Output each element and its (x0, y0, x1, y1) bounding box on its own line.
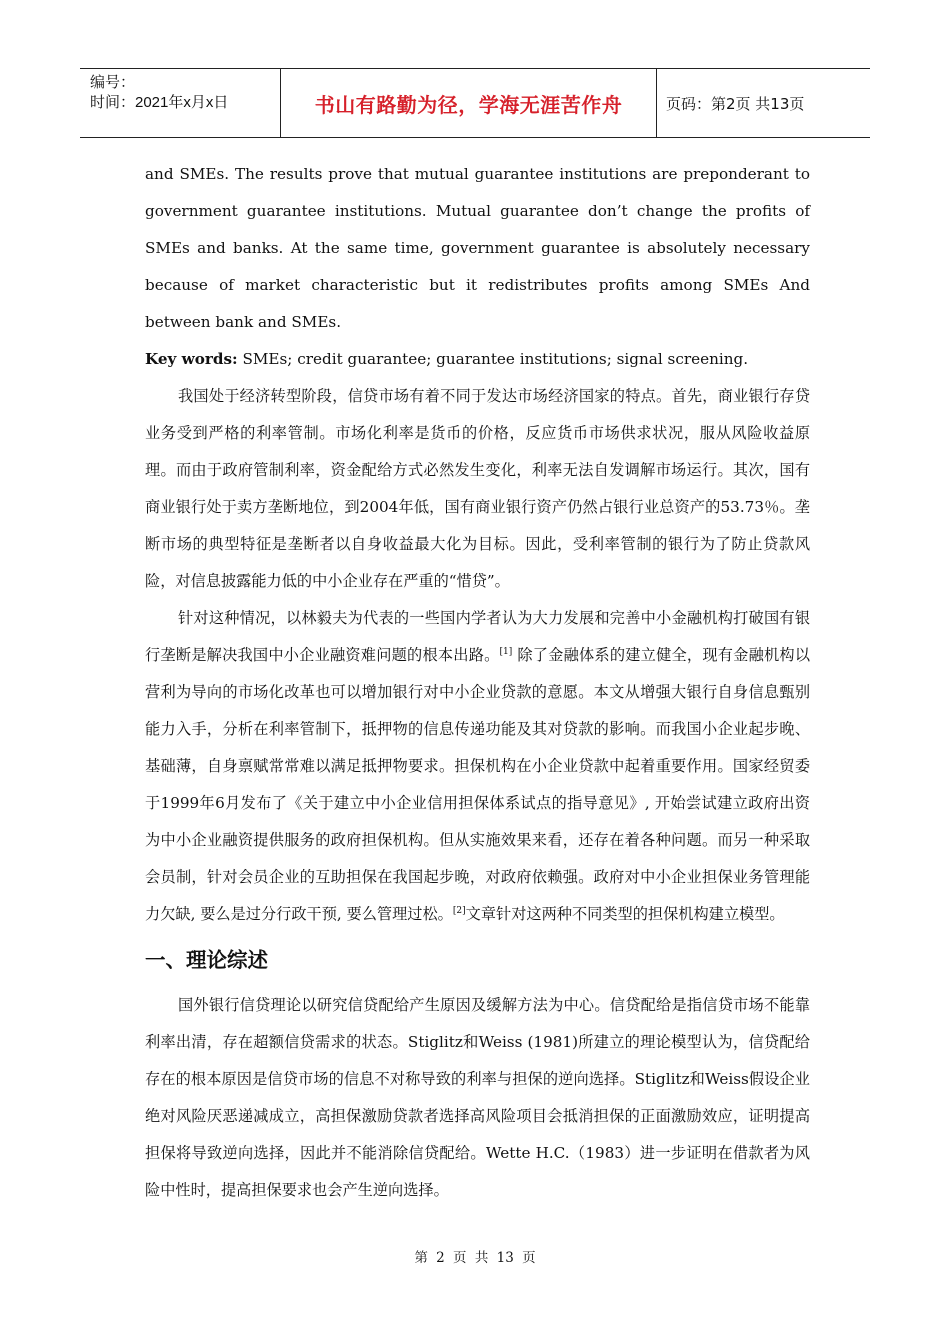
keywords-label: Key words: (145, 350, 238, 368)
citation-2: [2] (452, 906, 466, 916)
paragraph-2-part1: 针对这种情况，以林毅夫为代表的一些国内学者认为大力发展和完善中小金融机构打破国有银行垄断是解决我国中小企业融资难问题的根本出路。 (145, 609, 810, 664)
paragraph-3: 国外银行信贷理论以研究信贷配给产生原因及缓解方法为中心。信贷配给是指信贷市场不能靠利率出清，存在超额信贷需求的状态。Stiglitz和Weiss (1981)所建立的理论模型认为，信贷配给存在的根本原因是信贷市场的信息不对称导致的利率与担保的逆向选择。Stiglitz和Weiss假设企业绝对风险厌恶递减成立，高担保激励贷款者选择高风险项目会抵消担保的正面激励效应，证明提高担保将导致逆向选择，因此并不能消除信贷配给。Wette H.C.（1983）进一步证明在借款者为风险中性时，提高担保要求也会产生逆向选择。 (145, 996, 810, 1199)
keywords-text: SMEs; credit guarantee; guarantee institutions; signal screening. (237, 350, 749, 368)
abstract-tail: and SMEs. The results prove that mutual guarantee institutions are preponderant to government guarantee institutions. Mutual guarantee don’t change the profits of SMEs and banks. At the same time, government guarantee is absolutely necessary because of market characteristic but it redistributes profits among SMEs And between bank and SMEs. (145, 165, 810, 331)
paragraph-2-part3: 文章针对这两种不同类型的担保机构建立模型。 (465, 905, 785, 923)
keywords-line (145, 341, 810, 378)
time-label: 时间：2021年x月x日 (90, 94, 229, 111)
paragraph-2 (145, 600, 810, 933)
citation-1: [1] (499, 647, 513, 657)
document-body (145, 156, 810, 1209)
header-page-cell (656, 69, 870, 137)
section-heading: 一、理论综述 (145, 948, 268, 972)
document-header (80, 68, 870, 138)
header-meta (80, 69, 280, 137)
paragraph-1: 我国处于经济转型阶段，信贷市场有着不同于发达市场经济国家的特点。首先，商业银行存贷业务受到严格的利率管制。市场化利率是货币的价格，反应货币市场供求状况，服从风险收益原理。而由于政府管制利率，资金配给方式必然发生变化，利率无法自发调解市场运行。其次，国有商业银行处于卖方垄断地位，到2004年低，国有商业银行资产仍然占银行业总资产的53.73％。垄断市场的典型特征是垄断者以自身收益最大化为目标。因此，受利率管制的银行为了防止贷款风险，对信息披露能力低的中小企业存在严重的“惜贷”。 (145, 387, 810, 590)
code-label: 编号： (90, 74, 136, 91)
header-page-info: 页码：第2页 共13页 (666, 94, 805, 113)
paragraph-2-part2: 除了金融体系的建立健全，现有金融机构以营利为导向的市场化改革也可以增加银行对中小企业贷款的意愿。本文从增强大银行自身信息甄别能力入手，分析在利率管制下，抵押物的信息传递功能及其对贷款的影响。而我国小企业起步晚、基础薄，自身禀赋常常难以满足抵押物要求。担保机构在小企业贷款中起着重要作用。国家经贸委于1999年6月发布了《关于建立中小企业信用担保体系试点的指导意见》, 开始尝试建立政府出资为中小企业融资提供服务的政府担保机构。但从实施效果来看，还存在着各种问题。而另一种采取会员制，针对会员企业的互助担保在我国起步晚，对政府依赖强。政府对中小企业担保业务管理能力欠缺, 要么是过分行政干预, 要么管理过松。 (145, 646, 811, 923)
header-motto-cell (280, 69, 657, 137)
page-footer: 第 2 页 共 13 页 (414, 1250, 536, 1266)
header-motto: 书山有路勤为径，学海无涯苦作舟 (314, 92, 623, 117)
